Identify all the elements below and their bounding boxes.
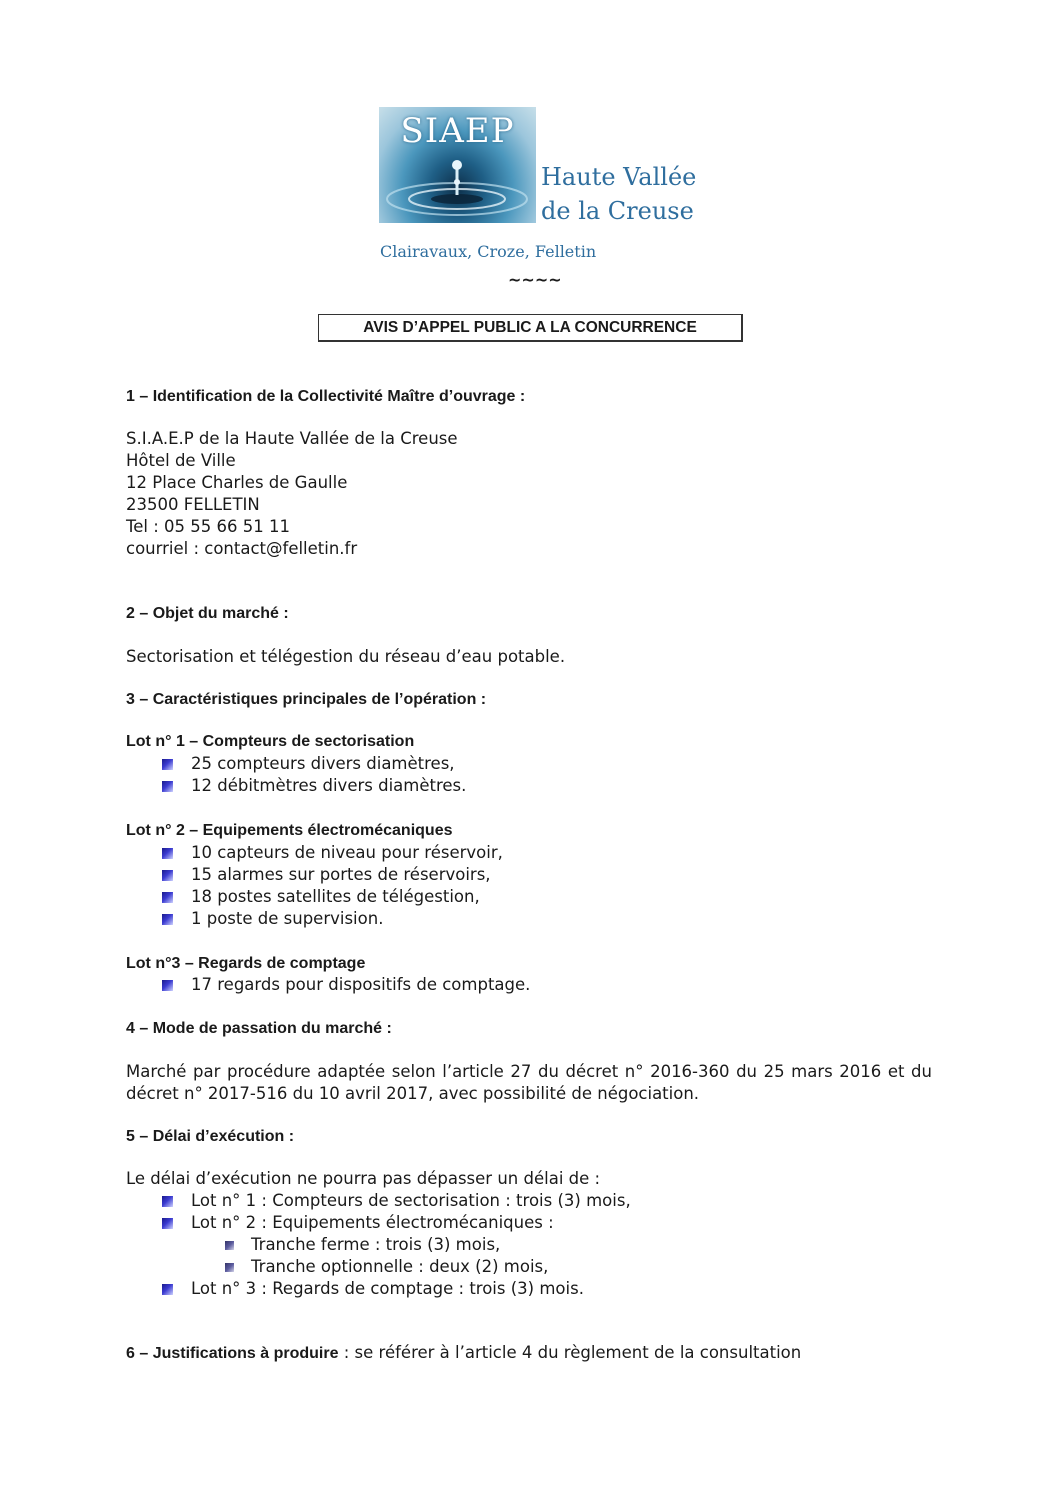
address-line: courriel : contact@felletin.fr	[126, 539, 358, 558]
bullet-icon	[162, 848, 173, 859]
bullet-icon	[162, 1196, 173, 1207]
list-item: 1 poste de supervision.	[162, 908, 503, 930]
list-item: 15 alarmes sur portes de réservoirs,	[162, 864, 503, 886]
page-title: AVIS D’APPEL PUBLIC A LA CONCURRENCE	[318, 314, 743, 342]
bullet-icon	[162, 759, 173, 770]
list-item: Lot n° 3 : Regards de comptage : trois (3) mois.	[162, 1278, 631, 1300]
bullet-icon	[162, 870, 173, 881]
list-item: 10 capteurs de niveau pour réservoir,	[162, 842, 503, 864]
logo-image	[379, 107, 536, 223]
lot-3-list	[162, 974, 530, 996]
bullet-icon	[162, 892, 173, 903]
section-4-heading: 4 – Mode de passation du marché :	[126, 1020, 392, 1037]
bullet-icon	[162, 980, 173, 991]
address-line: Hôtel de Ville	[126, 451, 236, 470]
list-item: 25 compteurs divers diamètres,	[162, 753, 466, 775]
address-line: Tel : 05 55 66 51 11	[126, 517, 291, 536]
section-6-text: : se référer à l’article 4 du règlement de la consultation	[338, 1343, 802, 1362]
section-2-heading: 2 – Objet du marché :	[126, 605, 289, 622]
section-4-text: Marché par procédure adaptée selon l’article 27 du décret n° 2016-360 du 25 mars 2016 et du décret n° 2017-516 du 10 avril 2017, avec possibilité de négociation.	[126, 1062, 932, 1103]
address-line: 12 Place Charles de Gaulle	[126, 473, 348, 492]
list-item: 12 débitmètres divers diamètres.	[162, 775, 466, 797]
list-item: Lot n° 2 : Equipements électromécaniques :	[162, 1212, 631, 1234]
address-line: 23500 FELLETIN	[126, 495, 260, 514]
bullet-icon	[162, 1284, 173, 1295]
section-5-intro: Le délai d’exécution ne pourra pas dépasser un délai de :	[126, 1169, 601, 1188]
sub-bullet-icon	[225, 1263, 234, 1272]
bullet-icon	[162, 1218, 173, 1229]
lot-3-title: Lot n°3 – Regards de comptage	[126, 955, 366, 972]
lot-1-title: Lot n° 1 – Compteurs de sectorisation	[126, 733, 415, 750]
address-block	[126, 428, 458, 560]
section-5-list	[162, 1190, 631, 1300]
bullet-icon	[162, 914, 173, 925]
sub-bullet-icon	[225, 1241, 234, 1250]
list-item: 18 postes satellites de télégestion,	[162, 886, 503, 908]
section-1-heading: 1 – Identification de la Collectivité Maître d’ouvrage :	[126, 388, 526, 405]
sub-list-item: Tranche ferme : trois (3) mois,	[162, 1234, 631, 1256]
separator: ~~~~	[508, 270, 562, 289]
sub-list-item: Tranche optionnelle : deux (2) mois,	[162, 1256, 631, 1278]
bullet-icon	[162, 781, 173, 792]
logo-communes: Clairavaux, Croze, Felletin	[380, 242, 597, 261]
lot-2-list	[162, 842, 503, 930]
lot-1-list	[162, 753, 466, 797]
list-item: Lot n° 1 : Compteurs de sectorisation : trois (3) mois,	[162, 1190, 631, 1212]
section-3-heading: 3 – Caractéristiques principales de l’opération :	[126, 691, 487, 708]
lot-2-title: Lot n° 2 – Equipements électromécaniques	[126, 822, 453, 839]
address-line: S.I.A.E.P de la Haute Vallée de la Creuse	[126, 429, 458, 448]
section-2-text: Sectorisation et télégestion du réseau d’eau potable.	[126, 647, 566, 666]
section-6-heading: 6 – Justifications à produire	[126, 1345, 339, 1362]
logo-word: SIAEP	[400, 111, 515, 151]
logo-line-2: de la Creuse	[541, 197, 694, 225]
list-item: 17 regards pour dispositifs de comptage.	[162, 974, 530, 996]
logo-name	[541, 160, 696, 228]
logo-line-1: Haute Vallée	[541, 163, 697, 191]
section-6	[126, 1342, 801, 1365]
section-5-heading: 5 – Délai d’exécution :	[126, 1128, 295, 1145]
